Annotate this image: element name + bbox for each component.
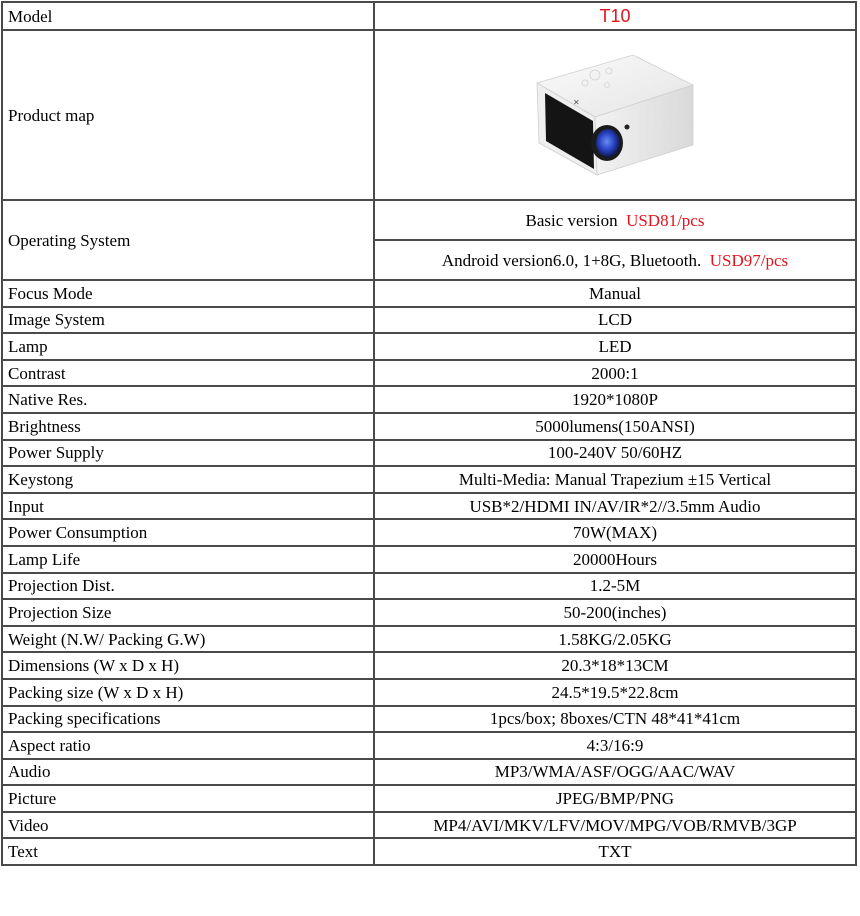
- spec-label: Brightness: [2, 413, 374, 440]
- spec-row: [2, 360, 856, 387]
- os-basic-version: [374, 200, 856, 240]
- spec-label: Audio: [2, 759, 374, 786]
- svg-text:✕: ✕: [573, 98, 580, 107]
- spec-value: 20000Hours: [374, 546, 856, 573]
- spec-row: [2, 466, 856, 493]
- spec-value: TXT: [374, 838, 856, 865]
- projector-product-image: [515, 45, 715, 185]
- spec-label: Projection Dist.: [2, 573, 374, 600]
- spec-label: Packing specifications: [2, 706, 374, 733]
- spec-row: [2, 679, 856, 706]
- spec-value: LED: [374, 333, 856, 360]
- spec-row: [2, 307, 856, 334]
- spec-value: MP4/AVI/MKV/LFV/MOV/MPG/VOB/RMVB/3GP: [374, 812, 856, 839]
- spec-row: [2, 519, 856, 546]
- spec-value: LCD: [374, 307, 856, 334]
- spec-value: 50-200(inches): [374, 599, 856, 626]
- spec-row: [2, 493, 856, 520]
- spec-table: [1, 1, 857, 866]
- spec-row: [2, 413, 856, 440]
- spec-value: JPEG/BMP/PNG: [374, 785, 856, 812]
- os-android-text: Android version6.0, 1+8G, Bluetooth.: [441, 250, 702, 270]
- spec-row: [2, 652, 856, 679]
- spec-label: Dimensions (W x D x H): [2, 652, 374, 679]
- spec-label: Weight (N.W/ Packing G.W): [2, 626, 374, 653]
- product-map-label: Product map: [2, 30, 374, 200]
- model-value: T10: [374, 2, 856, 30]
- spec-label: Keystong: [2, 466, 374, 493]
- spec-label: Video: [2, 812, 374, 839]
- spec-value: 1920*1080P: [374, 386, 856, 413]
- spec-value: Manual: [374, 280, 856, 307]
- spec-value: 1.2-5M: [374, 573, 856, 600]
- spec-value: USB*2/HDMI IN/AV/IR*2//3.5mm Audio: [374, 493, 856, 520]
- spec-value: 5000lumens(150ANSI): [374, 413, 856, 440]
- spec-row: [2, 280, 856, 307]
- operating-system-label: Operating System: [2, 200, 374, 280]
- row-product-map: [2, 30, 856, 200]
- spec-label: Focus Mode: [2, 280, 374, 307]
- spec-row: [2, 333, 856, 360]
- spec-row: [2, 440, 856, 467]
- spec-value: Multi-Media: Manual Trapezium ±15 Vertical: [374, 466, 856, 493]
- spec-label: Lamp: [2, 333, 374, 360]
- spec-label: Text: [2, 838, 374, 865]
- spec-row: [2, 785, 856, 812]
- spec-label: Image System: [2, 307, 374, 334]
- spec-row: [2, 838, 856, 865]
- os-android-price: USD97/pcs: [709, 250, 789, 270]
- spec-value: MP3/WMA/ASF/OGG/AAC/WAV: [374, 759, 856, 786]
- spec-value: 1.58KG/2.05KG: [374, 626, 856, 653]
- spec-label: Contrast: [2, 360, 374, 387]
- spec-label: Projection Size: [2, 599, 374, 626]
- spec-row: [2, 626, 856, 653]
- spec-label: Lamp Life: [2, 546, 374, 573]
- os-basic-price: USD81/pcs: [626, 210, 705, 230]
- spec-row: [2, 599, 856, 626]
- spec-value: 70W(MAX): [374, 519, 856, 546]
- spec-value: 1pcs/box; 8boxes/CTN 48*41*41cm: [374, 706, 856, 733]
- row-os-basic: [2, 200, 856, 240]
- spec-value: 20.3*18*13CM: [374, 652, 856, 679]
- spec-row: [2, 732, 856, 759]
- os-basic-text: Basic version: [525, 210, 618, 230]
- spec-row: [2, 706, 856, 733]
- spec-label: Native Res.: [2, 386, 374, 413]
- product-map-cell: [374, 30, 856, 200]
- spec-label: Aspect ratio: [2, 732, 374, 759]
- spec-label: Power Supply: [2, 440, 374, 467]
- spec-label: Picture: [2, 785, 374, 812]
- os-android-version: [374, 240, 856, 280]
- spec-row: [2, 812, 856, 839]
- spec-label: Power Consumption: [2, 519, 374, 546]
- model-label: Model: [2, 2, 374, 30]
- spec-row: [2, 546, 856, 573]
- spec-row: [2, 573, 856, 600]
- spec-value: 2000:1: [374, 360, 856, 387]
- spec-row: [2, 386, 856, 413]
- spec-value: 4:3/16:9: [374, 732, 856, 759]
- spec-label: Input: [2, 493, 374, 520]
- spec-label: Packing size (W x D x H): [2, 679, 374, 706]
- spec-value: 24.5*19.5*22.8cm: [374, 679, 856, 706]
- row-model: [2, 2, 856, 30]
- spec-value: 100-240V 50/60HZ: [374, 440, 856, 467]
- spec-row: [2, 759, 856, 786]
